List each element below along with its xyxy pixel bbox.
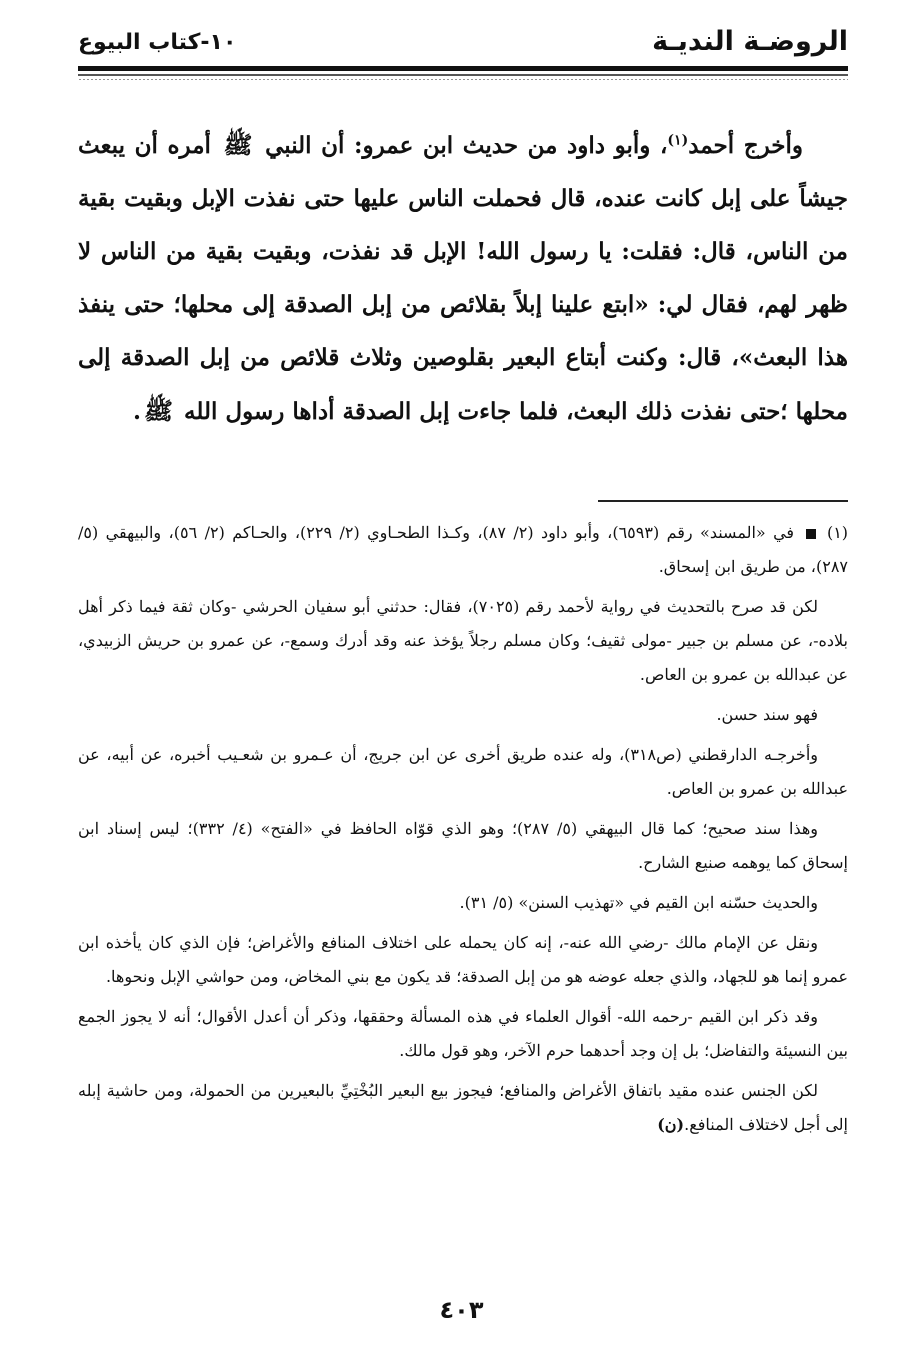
footnote-number: (١) [826, 523, 849, 542]
main-text-end: . [132, 398, 141, 425]
main-paragraph [78, 118, 848, 438]
main-text-part: أمره أن يبعث جيشاً على إبل كانت عنده، قال فحملت الناس عليها حتى نفذت الإبل وبقيت بقية من الناس، قال: فقلت: يا رسول الله! الإبل قد نفذت، وبقيت بقية من الناس لا ظهر لهم، فقال لي: «ابتع علينا إبلاً بقلائص من إبل الصدقة إلى محلها؛ حتى ينفذ هذا البعث»، قال: وكنت أبتاع البعير بقلوصين وثلاث قلائص من إبل الصدقة إلى محلها ؛حتى نفذت ذلك البعث، فلما جاءت إبل الصدقة أداها رسول الله [78, 132, 848, 425]
header-rule-thin [78, 74, 848, 76]
footnote-text: لكن الجنس عنده مقيد باتفاق الأغراض والمنافع؛ فيجوز بيع البعير البُخْتِيِّ بالبعيرين من الحمولة، ومن حاشية إبله إلى أجل لاختلاف المنافع. [78, 1081, 848, 1134]
salutation-ligature: ﷺ [223, 130, 253, 159]
footnote-paragraph [78, 516, 848, 584]
footnote-paragraph: فهو سند حسن. [716, 705, 818, 724]
main-text [78, 118, 848, 438]
end-mark: (ن) [657, 1115, 685, 1134]
footnote-paragraph: وقد ذكر ابن القيم -رحمه الله- أقوال العلماء في هذه المسألة وحققها، وذكر أن أعدل الأقوال؛ أنه لا يجوز الجمع بين النسيئة والتفاضل؛ بل إن وجد أحدهما حرم الآخر، وهو قول مالك. [78, 1007, 848, 1060]
page-number: ٤٠٣ [439, 1296, 484, 1324]
footnote-text: في «المسند» رقم (٦٥٩٣)، وأبو داود (٢/ ٨٧)، وكـذا الطحـاوي (٢/ ٢٢٩)، والحـاكم (٢/ ٥٦)، والبيهقي (٥/ ٢٨٧)، من طريق ابن إسحاق. [78, 523, 848, 576]
footnotes [78, 516, 848, 1148]
main-text-part: وأخرج أحمد [688, 132, 803, 159]
footnote-paragraph: ونقل عن الإمام مالك -رضي الله عنه-، إنه كان يحمله على اختلاف المنافع والأغراض؛ فإن الذي كان يأخذه ابن عمرو إنما هو للجهاد، والذي جعله عوضه هو من إبل الصدقة؛ قد يكون مع بني المخاض، ومن حواشي الإبل ونحوها. [78, 933, 848, 986]
book-title: الروضـة النديـة [652, 26, 848, 57]
footnote-paragraph: لكن قد صرح بالتحديث في رواية لأحمد رقم (٧٠٢٥)، فقال: حدثني أبو سفيان الحرشي -وكان ثقة فيما ذكر أهل بلاده-، عن مسلم بن جبير -مولى ثقيف؛ وكان مسلم رجلاً يؤخذ عنه وقد أدرك وسمع-، عن عمرو بن حريش الزبيدي، عن عبدالله بن عمرو بن العاص. [78, 597, 848, 684]
footnote-reference[interactable]: (١) [667, 132, 689, 149]
footnote-paragraph: والحديث حسّنه ابن القيم في «تهذيب السنن» (٥/ ٣١). [459, 893, 818, 912]
salutation-ligature: ﷺ [144, 396, 173, 425]
footnote-separator [598, 500, 848, 502]
footnote-paragraph: وأخرجـه الدارقطني (ص٣١٨)، وله عنده طريق أخرى عن ابن جريج، أن عـمرو بن شعـيب أخبره، عن أبيه، عن عبدالله بن عمرو بن العاص. [78, 745, 848, 798]
square-marker-icon [806, 529, 816, 539]
header-rule-dotted [78, 78, 848, 81]
header-rule-thick [78, 66, 848, 71]
footnote-paragraph [78, 1074, 848, 1142]
footnote-paragraph: وهذا سند صحيح؛ كما قال البيهقي (٥/ ٢٨٧)؛ وهو الذي قوّاه الحافظ في «الفتح» (٤/ ٣٣٢)؛ ليس إسناد ابن إسحاق كما يوهمه صنيع الشارح. [78, 819, 848, 872]
running-header [78, 26, 848, 62]
chapter-title: ١٠-كتاب البيوع [78, 30, 237, 55]
main-text-part: ، وأبو داود من حديث ابن عمرو: أن النبي [265, 132, 668, 159]
